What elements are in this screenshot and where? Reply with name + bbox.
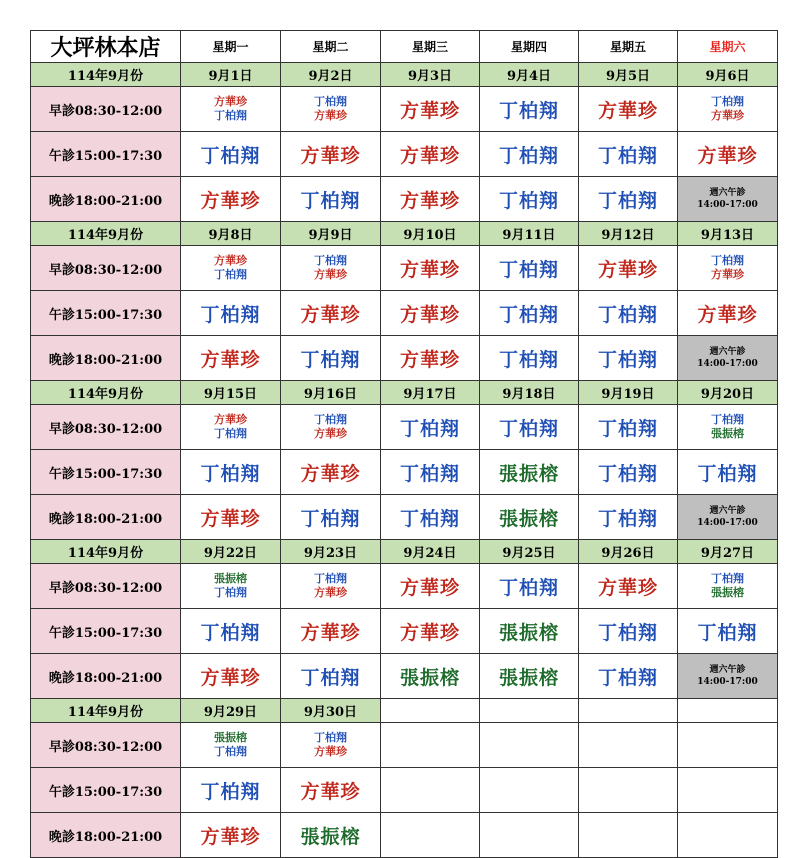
doctor-pair (281, 572, 380, 600)
saturday-pm-title: 週六午診 (709, 506, 746, 516)
doctor-name: 丁柏翔 (498, 99, 559, 122)
doctor-name: 方華珍 (314, 586, 347, 599)
slot-label-evening: 晚診18:00-21:00 (31, 177, 181, 222)
date-cell: 9月19日 (579, 381, 678, 405)
doctor-cell (579, 654, 678, 699)
doctor-name: 丁柏翔 (711, 572, 744, 585)
doctor-name: 方華珍 (200, 666, 261, 689)
doctor-name: 方華珍 (200, 189, 261, 212)
empty-cell (579, 699, 678, 723)
saturday-pm-note (678, 336, 778, 381)
doctor-name: 丁柏翔 (200, 144, 261, 167)
doctor-pair-cell (181, 87, 281, 132)
empty-cell (480, 723, 579, 768)
doctor-name: 丁柏翔 (597, 462, 658, 485)
date-cell: 9月16日 (281, 381, 381, 405)
doctor-name: 方華珍 (711, 109, 744, 122)
slot-label-morning: 早診08:30-12:00 (31, 405, 181, 450)
week-1-date-row (31, 63, 778, 87)
doctor-cell (480, 654, 579, 699)
slot-label-evening: 晚診18:00-21:00 (31, 336, 181, 381)
doctor-name: 張振榕 (214, 731, 247, 744)
doctor-name: 丁柏翔 (314, 413, 347, 426)
doctor-cell (181, 336, 281, 381)
date-cell: 9月20日 (678, 381, 778, 405)
doctor-name: 丁柏翔 (399, 417, 460, 440)
saturday-pm-hours: 14:00-17:00 (697, 677, 758, 687)
empty-cell (381, 768, 480, 813)
date-cell: 9月27日 (678, 540, 778, 564)
doctor-name: 丁柏翔 (300, 189, 361, 212)
doctor-name: 方華珍 (399, 303, 460, 326)
slot-label-afternoon: 午診15:00-17:30 (31, 450, 181, 495)
doctor-name: 丁柏翔 (214, 268, 247, 281)
doctor-name: 丁柏翔 (597, 144, 658, 167)
doctor-name: 方華珍 (399, 576, 460, 599)
empty-cell (480, 699, 579, 723)
date-cell: 9月17日 (381, 381, 480, 405)
header-row (31, 31, 778, 63)
week-3-date-row (31, 381, 778, 405)
doctor-pair (281, 413, 380, 441)
doctor-cell (181, 495, 281, 540)
doctor-pair-cell (181, 405, 281, 450)
weekday-tue: 星期二 (281, 31, 381, 63)
slot-label-afternoon: 午診15:00-17:30 (31, 291, 181, 336)
doctor-pair (181, 731, 280, 759)
date-cell: 9月9日 (281, 222, 381, 246)
week-5-afternoon-row (31, 768, 778, 813)
doctor-name: 丁柏翔 (200, 303, 261, 326)
date-cell: 9月29日 (181, 699, 281, 723)
doctor-cell (381, 495, 480, 540)
doctor-pair-cell (281, 564, 381, 609)
doctor-name: 丁柏翔 (498, 258, 559, 281)
doctor-name: 張振榕 (711, 427, 744, 440)
doctor-pair (678, 95, 777, 123)
doctor-name: 張振榕 (300, 825, 361, 848)
saturday-pm-hours: 14:00-17:00 (697, 200, 758, 210)
doctor-name: 方華珍 (399, 144, 460, 167)
doctor-cell (480, 246, 579, 291)
week-5-evening-row (31, 813, 778, 858)
schedule-table (30, 30, 778, 858)
doctor-name: 丁柏翔 (498, 144, 559, 167)
weekday-thu: 星期四 (480, 31, 579, 63)
doctor-cell (480, 405, 579, 450)
doctor-name: 丁柏翔 (314, 572, 347, 585)
doctor-name: 丁柏翔 (300, 666, 361, 689)
date-cell: 9月8日 (181, 222, 281, 246)
date-cell: 9月24日 (381, 540, 480, 564)
doctor-name: 丁柏翔 (597, 189, 658, 212)
store-title: 大坪林本店 (31, 31, 181, 63)
empty-cell (480, 768, 579, 813)
doctor-name: 丁柏翔 (597, 621, 658, 644)
doctor-name: 方華珍 (399, 189, 460, 212)
date-cell: 9月18日 (480, 381, 579, 405)
doctor-name: 方華珍 (214, 95, 247, 108)
doctor-name: 方華珍 (399, 621, 460, 644)
doctor-pair (281, 254, 380, 282)
date-cell: 9月3日 (381, 63, 480, 87)
doctor-cell (281, 495, 381, 540)
doctor-pair (678, 572, 777, 600)
empty-cell (381, 699, 480, 723)
doctor-pair (181, 95, 280, 123)
date-cell: 9月10日 (381, 222, 480, 246)
slot-label-evening: 晚診18:00-21:00 (31, 654, 181, 699)
doctor-name: 丁柏翔 (697, 462, 758, 485)
doctor-name: 張振榕 (498, 462, 559, 485)
empty-cell (678, 813, 778, 858)
doctor-name: 方華珍 (399, 99, 460, 122)
doctor-cell (181, 132, 281, 177)
date-cell: 9月4日 (480, 63, 579, 87)
week-5-morning-row (31, 723, 778, 768)
saturday-pm-hours: 14:00-17:00 (697, 359, 758, 369)
slot-label-morning: 早診08:30-12:00 (31, 723, 181, 768)
week-1-morning-row (31, 87, 778, 132)
month-label: 114年9月份 (31, 63, 181, 87)
doctor-name: 方華珍 (300, 621, 361, 644)
empty-cell (381, 813, 480, 858)
doctor-cell (381, 246, 480, 291)
date-cell: 9月6日 (678, 63, 778, 87)
slot-label-morning: 早診08:30-12:00 (31, 87, 181, 132)
doctor-cell (181, 450, 281, 495)
doctor-cell (281, 177, 381, 222)
doctor-cell (281, 450, 381, 495)
week-3-morning-row (31, 405, 778, 450)
doctor-name: 丁柏翔 (597, 303, 658, 326)
doctor-cell (480, 87, 579, 132)
doctor-name: 丁柏翔 (498, 576, 559, 599)
empty-cell (678, 699, 778, 723)
doctor-cell (281, 291, 381, 336)
empty-cell (480, 813, 579, 858)
saturday-pm-note (678, 654, 778, 699)
doctor-cell (181, 813, 281, 858)
doctor-cell (480, 291, 579, 336)
date-cell: 9月5日 (579, 63, 678, 87)
month-label: 114年9月份 (31, 540, 181, 564)
doctor-pair-cell (281, 405, 381, 450)
doctor-cell (678, 450, 778, 495)
doctor-cell (579, 450, 678, 495)
date-cell: 9月1日 (181, 63, 281, 87)
doctor-pair-cell (678, 87, 778, 132)
doctor-name: 張振榕 (498, 666, 559, 689)
doctor-name: 丁柏翔 (597, 666, 658, 689)
doctor-name: 方華珍 (597, 258, 658, 281)
month-label: 114年9月份 (31, 222, 181, 246)
week-2-date-row (31, 222, 778, 246)
doctor-name: 丁柏翔 (314, 731, 347, 744)
doctor-cell (281, 336, 381, 381)
doctor-cell (381, 177, 480, 222)
weekday-wed: 星期三 (381, 31, 480, 63)
week-4-afternoon-row (31, 609, 778, 654)
doctor-pair-cell (181, 246, 281, 291)
doctor-cell (281, 813, 381, 858)
doctor-cell (381, 336, 480, 381)
empty-cell (579, 813, 678, 858)
week-2-morning-row (31, 246, 778, 291)
saturday-pm-title: 週六午診 (709, 188, 746, 198)
doctor-pair (281, 95, 380, 123)
doctor-name: 丁柏翔 (300, 348, 361, 371)
doctor-cell (480, 177, 579, 222)
doctor-pair (678, 254, 777, 282)
doctor-pair (281, 731, 380, 759)
doctor-name: 丁柏翔 (498, 303, 559, 326)
doctor-pair (678, 413, 777, 441)
doctor-name: 丁柏翔 (498, 348, 559, 371)
doctor-cell (579, 132, 678, 177)
empty-cell (381, 723, 480, 768)
saturday-pm-hours: 14:00-17:00 (697, 518, 758, 528)
doctor-pair-cell (678, 564, 778, 609)
doctor-name: 方華珍 (300, 462, 361, 485)
week-4-evening-row (31, 654, 778, 699)
slot-label-afternoon: 午診15:00-17:30 (31, 609, 181, 654)
doctor-cell (281, 768, 381, 813)
doctor-pair-cell (281, 723, 381, 768)
doctor-name: 方華珍 (314, 745, 347, 758)
date-cell: 9月30日 (281, 699, 381, 723)
doctor-cell (181, 291, 281, 336)
doctor-cell (579, 495, 678, 540)
slot-label-morning: 早診08:30-12:00 (31, 564, 181, 609)
doctor-cell (480, 609, 579, 654)
doctor-name: 丁柏翔 (200, 780, 261, 803)
week-3-evening-row (31, 495, 778, 540)
doctor-name: 方華珍 (300, 144, 361, 167)
date-cell: 9月25日 (480, 540, 579, 564)
doctor-cell (381, 405, 480, 450)
week-2-afternoon-row (31, 291, 778, 336)
doctor-cell (678, 291, 778, 336)
slot-label-morning: 早診08:30-12:00 (31, 246, 181, 291)
doctor-pair (181, 413, 280, 441)
doctor-name: 方華珍 (399, 258, 460, 281)
doctor-name: 丁柏翔 (498, 189, 559, 212)
month-label: 114年9月份 (31, 699, 181, 723)
doctor-pair (181, 254, 280, 282)
saturday-pm-title: 週六午診 (709, 347, 746, 357)
date-cell: 9月15日 (181, 381, 281, 405)
doctor-name: 丁柏翔 (711, 254, 744, 267)
doctor-pair (181, 572, 280, 600)
doctor-name: 丁柏翔 (214, 586, 247, 599)
doctor-cell (381, 564, 480, 609)
doctor-cell (579, 564, 678, 609)
doctor-cell (281, 132, 381, 177)
doctor-name: 丁柏翔 (300, 507, 361, 530)
week-1-evening-row (31, 177, 778, 222)
doctor-name: 張振榕 (498, 507, 559, 530)
doctor-name: 丁柏翔 (597, 417, 658, 440)
doctor-name: 張振榕 (711, 586, 744, 599)
doctor-cell (381, 132, 480, 177)
doctor-pair-cell (181, 564, 281, 609)
doctor-cell (678, 609, 778, 654)
doctor-name: 方華珍 (697, 144, 758, 167)
doctor-name: 丁柏翔 (200, 621, 261, 644)
doctor-pair-cell (678, 246, 778, 291)
weekday-sat: 星期六 (678, 31, 778, 63)
doctor-name: 丁柏翔 (200, 462, 261, 485)
week-5-date-row (31, 699, 778, 723)
doctor-pair-cell (181, 723, 281, 768)
date-cell: 9月13日 (678, 222, 778, 246)
date-cell: 9月22日 (181, 540, 281, 564)
empty-cell (678, 768, 778, 813)
doctor-cell (381, 450, 480, 495)
doctor-name: 方華珍 (597, 99, 658, 122)
doctor-name: 張振榕 (498, 621, 559, 644)
empty-cell (678, 723, 778, 768)
doctor-name: 方華珍 (597, 576, 658, 599)
doctor-name: 丁柏翔 (711, 413, 744, 426)
doctor-name: 方華珍 (214, 254, 247, 267)
doctor-cell (579, 87, 678, 132)
doctor-name: 方華珍 (314, 268, 347, 281)
doctor-cell (381, 291, 480, 336)
week-1-afternoon-row (31, 132, 778, 177)
doctor-cell (579, 609, 678, 654)
doctor-name: 丁柏翔 (597, 348, 658, 371)
doctor-name: 方華珍 (300, 303, 361, 326)
doctor-name: 方華珍 (200, 507, 261, 530)
doctor-name: 方華珍 (214, 413, 247, 426)
doctor-name: 方華珍 (200, 825, 261, 848)
doctor-cell (480, 495, 579, 540)
doctor-cell (181, 654, 281, 699)
doctor-name: 方華珍 (314, 109, 347, 122)
doctor-cell (579, 246, 678, 291)
doctor-name: 方華珍 (314, 427, 347, 440)
doctor-name: 丁柏翔 (214, 109, 247, 122)
doctor-cell (381, 609, 480, 654)
doctor-cell (480, 336, 579, 381)
doctor-cell (579, 336, 678, 381)
date-cell: 9月23日 (281, 540, 381, 564)
weekday-fri: 星期五 (579, 31, 678, 63)
doctor-name: 方華珍 (399, 348, 460, 371)
week-4-morning-row (31, 564, 778, 609)
doctor-name: 丁柏翔 (314, 254, 347, 267)
date-cell: 9月12日 (579, 222, 678, 246)
doctor-name: 丁柏翔 (399, 507, 460, 530)
doctor-name: 方華珍 (300, 780, 361, 803)
doctor-cell (181, 177, 281, 222)
month-label: 114年9月份 (31, 381, 181, 405)
doctor-cell (480, 132, 579, 177)
doctor-pair-cell (281, 246, 381, 291)
date-cell: 9月11日 (480, 222, 579, 246)
doctor-name: 丁柏翔 (314, 95, 347, 108)
doctor-name: 丁柏翔 (597, 507, 658, 530)
weekday-mon: 星期一 (181, 31, 281, 63)
doctor-pair-cell (281, 87, 381, 132)
doctor-name: 張振榕 (214, 572, 247, 585)
slot-label-evening: 晚診18:00-21:00 (31, 813, 181, 858)
slot-label-evening: 晚診18:00-21:00 (31, 495, 181, 540)
doctor-cell (281, 654, 381, 699)
doctor-name: 方華珍 (200, 348, 261, 371)
doctor-name: 方華珍 (711, 268, 744, 281)
empty-cell (579, 723, 678, 768)
saturday-pm-note (678, 177, 778, 222)
saturday-pm-title: 週六午診 (709, 665, 746, 675)
doctor-name: 方華珍 (697, 303, 758, 326)
doctor-cell (579, 177, 678, 222)
empty-cell (579, 768, 678, 813)
doctor-cell (579, 291, 678, 336)
doctor-cell (281, 609, 381, 654)
doctor-pair-cell (678, 405, 778, 450)
week-4-date-row (31, 540, 778, 564)
date-cell: 9月26日 (579, 540, 678, 564)
doctor-cell (181, 609, 281, 654)
doctor-cell (181, 768, 281, 813)
week-2-evening-row (31, 336, 778, 381)
doctor-cell (678, 132, 778, 177)
doctor-name: 丁柏翔 (214, 427, 247, 440)
doctor-name: 丁柏翔 (711, 95, 744, 108)
saturday-pm-note (678, 495, 778, 540)
doctor-cell (579, 405, 678, 450)
doctor-cell (480, 564, 579, 609)
week-3-afternoon-row (31, 450, 778, 495)
slot-label-afternoon: 午診15:00-17:30 (31, 768, 181, 813)
doctor-name: 丁柏翔 (697, 621, 758, 644)
doctor-cell (381, 654, 480, 699)
doctor-name: 丁柏翔 (498, 417, 559, 440)
doctor-name: 丁柏翔 (399, 462, 460, 485)
date-cell: 9月2日 (281, 63, 381, 87)
doctor-cell (381, 87, 480, 132)
slot-label-afternoon: 午診15:00-17:30 (31, 132, 181, 177)
doctor-name: 張振榕 (399, 666, 460, 689)
doctor-cell (480, 450, 579, 495)
doctor-name: 丁柏翔 (214, 745, 247, 758)
